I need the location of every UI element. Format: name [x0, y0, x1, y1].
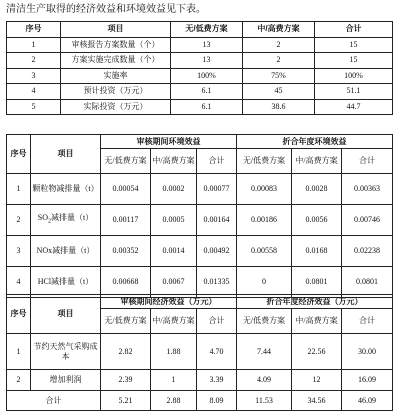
table-cell: 1 [151, 370, 197, 391]
header-cell: 序号 [7, 295, 31, 334]
table-cell: 5.21 [101, 391, 151, 411]
table-cell: 2 [7, 53, 61, 69]
table-cell [31, 205, 101, 236]
group-header-cell: 折合年度经济效益（万元） [237, 295, 393, 309]
subheader-cell: 中/高费方案 [292, 149, 342, 174]
table-cell: 11.53 [237, 391, 292, 411]
table-cell: 15 [315, 37, 393, 53]
table-cell: 颗粒物减排量（t） [31, 174, 101, 205]
table-cell: 38.6 [243, 99, 315, 115]
table-row [7, 334, 393, 370]
table-total-row [7, 391, 393, 411]
table-cell: 100% [171, 68, 243, 84]
table-cell: 0.00352 [101, 236, 151, 267]
table-cell: 2 [7, 370, 31, 391]
table-cell: 2.88 [151, 391, 197, 411]
subheader-cell: 合计 [342, 309, 393, 334]
table-cell: 46.09 [342, 391, 393, 411]
group-header-cell: 审核期间环境效益 [101, 135, 237, 149]
table-cell: 13 [171, 37, 243, 53]
table-cell: 0.00117 [101, 205, 151, 236]
table-row [7, 267, 393, 298]
header-cell: 项目 [61, 22, 171, 38]
table-cell: 34.56 [292, 391, 342, 411]
table-cell: 0.00492 [197, 236, 237, 267]
table-cell: 6.1 [171, 84, 243, 100]
table-cell: 4.70 [197, 334, 237, 370]
table-header-row [7, 135, 393, 149]
header-cell: 无/低费方案 [171, 22, 243, 38]
table-header-row [7, 295, 393, 309]
table-cell: 0.0801 [292, 267, 342, 298]
intro-text: 清洁生产取得的经济效益和环境效益见下表。 [6, 4, 206, 15]
subheader-cell: 无/低费方案 [237, 149, 292, 174]
table-cell: 0.00746 [342, 205, 393, 236]
table-cell: 7.44 [237, 334, 292, 370]
table-cell: 实施率 [61, 68, 171, 84]
item-suffix: 减排量（t） [51, 213, 94, 223]
table-cell: 增加利润 [31, 370, 101, 391]
subheader-cell: 无/低费方案 [101, 309, 151, 334]
table-cell: 2 [243, 53, 315, 69]
table-cell: 0.0002 [151, 174, 197, 205]
table-cell: 预计投资（万元） [61, 84, 171, 100]
table-cell: 2 [243, 37, 315, 53]
group-header-cell: 审核期间经济效益（万元） [101, 295, 237, 309]
table-cell: 75% [243, 68, 315, 84]
table-cell: 3 [7, 236, 31, 267]
table-cell: 0.0168 [292, 236, 342, 267]
table-row [7, 68, 393, 84]
table-cell: 2 [7, 205, 31, 236]
table-cell: 审核报告方案数量（个） [61, 37, 171, 53]
table-cell: 0.00558 [237, 236, 292, 267]
group-header-cell: 折合年度环境效益 [237, 135, 393, 149]
table-cell: NOx减排量（t） [31, 236, 101, 267]
subheader-cell: 无/低费方案 [237, 309, 292, 334]
table-row [7, 370, 393, 391]
economic-benefit-table [6, 294, 393, 411]
table-cell: 1.88 [151, 334, 197, 370]
table-cell: 15 [315, 53, 393, 69]
table-header-row [7, 22, 393, 38]
subheader-cell: 无/低费方案 [101, 149, 151, 174]
table-cell: 44.7 [315, 99, 393, 115]
table-cell: HCl减排量（t） [31, 267, 101, 298]
table-cell: 0.00054 [101, 174, 151, 205]
table-cell: 1 [7, 174, 31, 205]
table-cell: 22.56 [292, 334, 342, 370]
table-cell: 2.82 [101, 334, 151, 370]
table-cell: 0.02238 [342, 236, 393, 267]
table-cell: 16.09 [342, 370, 393, 391]
header-cell: 序号 [7, 135, 31, 174]
table-cell: 方案实施完成数量（个） [61, 53, 171, 69]
subheader-cell: 合计 [197, 149, 237, 174]
environmental-benefit-table [6, 134, 393, 298]
table-cell: 2.39 [101, 370, 151, 391]
subheader-cell: 合计 [197, 309, 237, 334]
table-cell: 13 [171, 53, 243, 69]
table-cell: 8.09 [197, 391, 237, 411]
summary-table [6, 21, 393, 115]
table-cell: 0.00077 [197, 174, 237, 205]
table-cell: 0.00164 [197, 205, 237, 236]
table-cell: 45 [243, 84, 315, 100]
table-cell: 0.0028 [292, 174, 342, 205]
table-cell: 3.39 [197, 370, 237, 391]
table-row [7, 99, 393, 115]
header-cell: 项目 [31, 295, 101, 334]
table-cell: 0.00186 [237, 205, 292, 236]
header-cell: 序号 [7, 22, 61, 38]
table-cell: 4.09 [237, 370, 292, 391]
table-cell: 51.1 [315, 84, 393, 100]
table-row [7, 53, 393, 69]
table-cell: 3 [7, 68, 61, 84]
table-cell: 0.00668 [101, 267, 151, 298]
subheader-cell: 中/高费方案 [151, 309, 197, 334]
header-cell: 项目 [31, 135, 101, 174]
subheader-cell: 中/高费方案 [151, 149, 197, 174]
item-subscript: 2 [48, 218, 51, 225]
table-cell: 4 [7, 84, 61, 100]
item-prefix: SO [37, 213, 48, 223]
table-row [7, 37, 393, 53]
table-cell: 0.01335 [197, 267, 237, 298]
table-row [7, 205, 393, 236]
table-cell: 0.0005 [151, 205, 197, 236]
table-cell: 6.1 [171, 99, 243, 115]
table-cell: 节约天然气采购成本 [31, 334, 101, 370]
table-cell: 5 [7, 99, 61, 115]
table-cell: 100% [315, 68, 393, 84]
table-cell: 30.00 [342, 334, 393, 370]
table-row [7, 174, 393, 205]
table-cell: 0.0067 [151, 267, 197, 298]
subheader-cell: 合计 [342, 149, 393, 174]
table-row [7, 236, 393, 267]
subheader-cell: 中/高费方案 [292, 309, 342, 334]
total-label-cell: 合计 [7, 391, 101, 411]
table-cell: 实际投资（万元） [61, 99, 171, 115]
header-cell: 合计 [315, 22, 393, 38]
table-cell: 0 [237, 267, 292, 298]
table-cell: 0.0014 [151, 236, 197, 267]
table-cell: 4 [7, 267, 31, 298]
table-cell: 0.00363 [342, 174, 393, 205]
table-cell: 0.0056 [292, 205, 342, 236]
table-cell: 12 [292, 370, 342, 391]
table-cell: 0.0801 [342, 267, 393, 298]
header-cell: 中/高费方案 [243, 22, 315, 38]
table-row [7, 84, 393, 100]
table-cell: 1 [7, 37, 61, 53]
table-cell: 1 [7, 334, 31, 370]
table-cell: 0.00083 [237, 174, 292, 205]
